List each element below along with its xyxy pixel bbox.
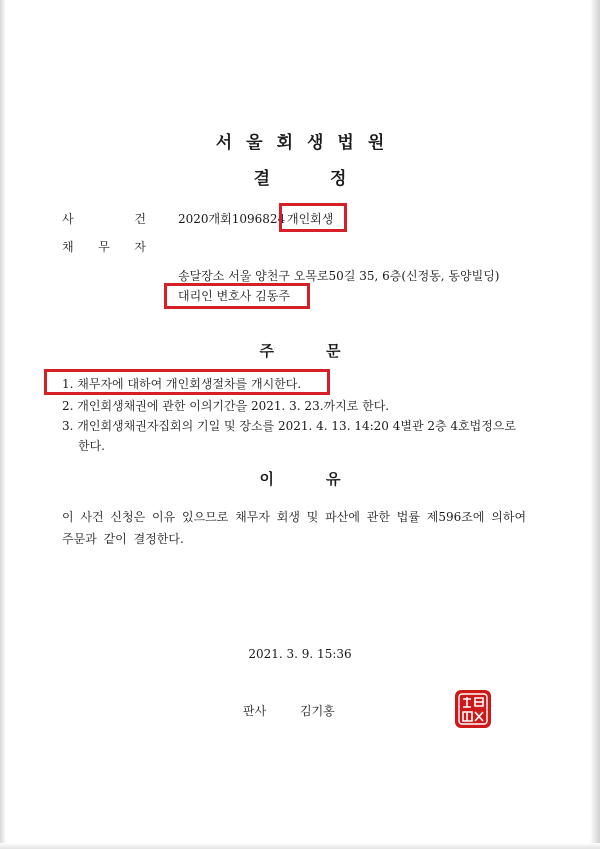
order-item: 3. 개인회생채권자집회의 기일 및 장소를 2021. 4. 13. 14:20 4별관 2층 4호법정으로 <box>62 419 516 433</box>
page-edge-bottom <box>0 843 600 849</box>
order-item: 1. 채무자에 대하여 개인회생절차를 개시한다. <box>62 377 302 391</box>
debtor-label-char: 무 <box>98 240 110 254</box>
court-name: 서울회생법원 <box>215 133 399 153</box>
reason-section-title: 이유 <box>259 470 393 488</box>
reason-text: 이 사건 신청은 이유 있으므로 채무자 회생 및 파산에 관한 법률 제596조에 의하여 <box>62 510 527 524</box>
document-type: 결정 <box>253 169 407 189</box>
order-item: 2. 개인회생채권에 관한 이의기간을 2021. 3. 23.까지로 한다. <box>62 399 390 413</box>
order-item-continuation: 한다. <box>78 439 105 453</box>
debtor-representative: 대리인 변호사 김동주 <box>178 289 290 303</box>
case-label-char: 건 <box>134 212 146 226</box>
debtor-address: 송달장소 서울 양천구 오목로50길 35, 6층(신정동, 동양빌딩) <box>178 269 500 283</box>
debtor-label-char: 자 <box>134 240 146 254</box>
judge-name: 김기홍 <box>300 704 335 718</box>
highlight-box-case-type <box>279 203 347 232</box>
case-type: 개인회생 <box>287 212 334 226</box>
decision-date: 2021. 3. 9. 15:36 <box>248 647 352 661</box>
reason-text: 주문과 같이 결정한다. <box>62 532 184 546</box>
court-seal-stamp <box>453 688 493 730</box>
case-label <box>62 210 146 227</box>
order-section-title: 주문 <box>259 342 393 360</box>
case-number: 2020개회1096824 <box>178 212 286 226</box>
highlight-box-order-item <box>44 369 330 395</box>
case-label-char: 사 <box>62 212 74 226</box>
judge-title: 판사 <box>243 704 267 718</box>
debtor-label-char: 채 <box>62 240 74 254</box>
highlight-box-representative <box>164 283 310 309</box>
debtor-label <box>62 238 146 255</box>
